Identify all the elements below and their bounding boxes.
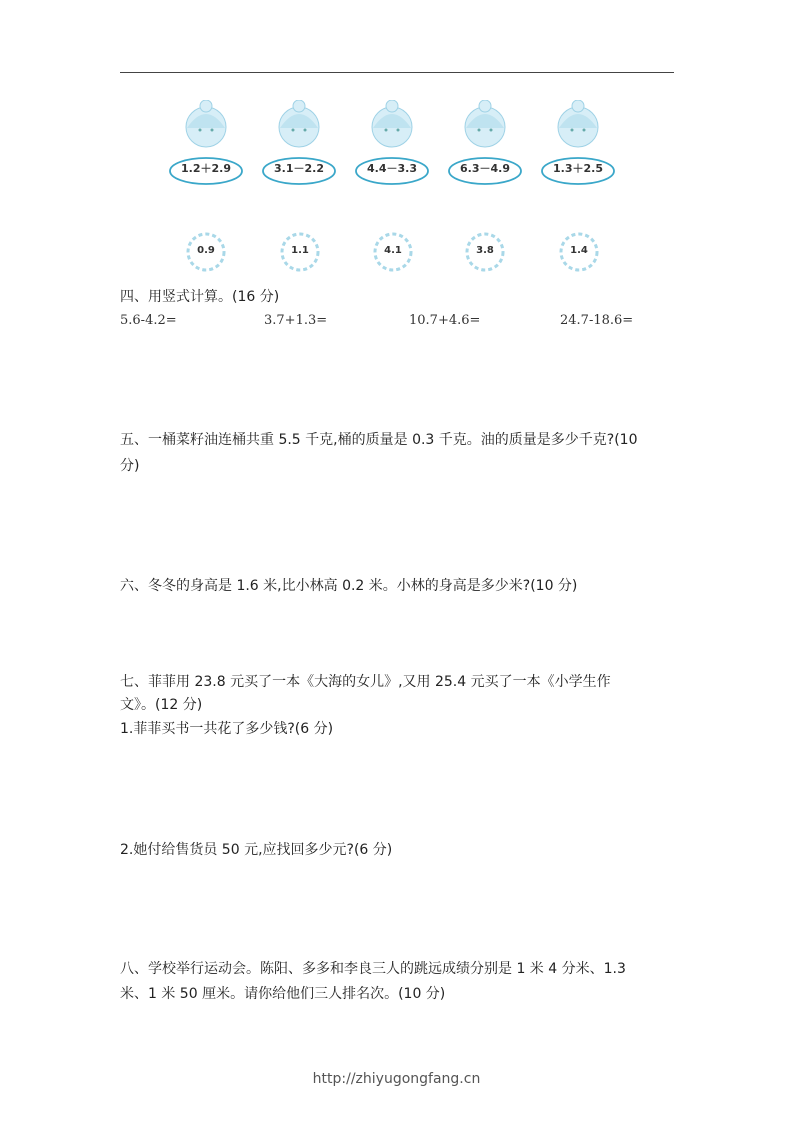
exercise-card-1 (163, 100, 249, 190)
answer-value: 3.8 (476, 245, 494, 256)
exercise-card-3 (349, 100, 435, 190)
section7-q2: 2.她付给售货员 50 元,应找回多少元?(6 分) (120, 842, 393, 858)
calc-problem-4: 24.7-18.6= (560, 313, 634, 328)
answer-value: 1.1 (291, 245, 309, 256)
answer-value: 4.1 (384, 245, 402, 256)
calc-problem-1: 5.6-4.2= (120, 313, 177, 328)
expression-text: 4.4－3.3 (367, 162, 417, 175)
answer-bubble-2 (278, 230, 322, 274)
footer-url[interactable]: http://zhiyugongfang.cn (312, 1071, 481, 1087)
section5-line1: 五、一桶菜籽油连桶共重 5.5 千克,桶的质量是 0.3 千克。油的质量是多少千克?(10 (120, 432, 638, 448)
section7-line1: 七、菲菲用 23.8 元买了一本《大海的女儿》,又用 25.4 元买了一本《小学生作 (120, 674, 611, 690)
section6-line1: 六、冬冬的身高是 1.6 米,比小林高 0.2 米。小林的身高是多少米?(10 分) (120, 578, 578, 594)
exercise-card-4 (442, 100, 528, 190)
girl-face-icon (535, 100, 621, 190)
answer-bubble-5 (557, 230, 601, 274)
expression-text: 6.3－4.9 (460, 162, 510, 175)
section4-title: 四、用竖式计算。(16 分) (120, 289, 280, 305)
answer-bubble-4 (463, 230, 507, 274)
section8-line1: 八、学校举行运动会。陈阳、多多和李良三人的跳远成绩分别是 1 米 4 分米、1.3 (120, 961, 626, 977)
section8-line2: 米、1 米 50 厘米。请你给他们三人排名次。(10 分) (120, 986, 446, 1002)
answer-bubble-1 (184, 230, 228, 274)
header-rule (120, 72, 674, 73)
exercise-card-2 (256, 100, 342, 190)
answer-bubble-3 (371, 230, 415, 274)
girl-face-icon (442, 100, 528, 190)
girl-face-icon (163, 100, 249, 190)
answer-value: 0.9 (197, 245, 215, 256)
expression-text: 1.3＋2.5 (553, 162, 603, 175)
calc-problem-3: 10.7+4.6= (409, 313, 481, 328)
expression-text: 3.1－2.2 (274, 162, 324, 175)
answer-value: 1.4 (570, 245, 588, 256)
section7-line2: 文》。(12 分) (120, 697, 203, 713)
girl-face-icon (349, 100, 435, 190)
section5-line2: 分) (120, 458, 140, 474)
expression-text: 1.2＋2.9 (181, 162, 231, 175)
section7-q1: 1.菲菲买书一共花了多少钱?(6 分) (120, 721, 334, 737)
girl-face-icon (256, 100, 342, 190)
calc-problem-2: 3.7+1.3= (264, 313, 328, 328)
exercise-card-5 (535, 100, 621, 190)
